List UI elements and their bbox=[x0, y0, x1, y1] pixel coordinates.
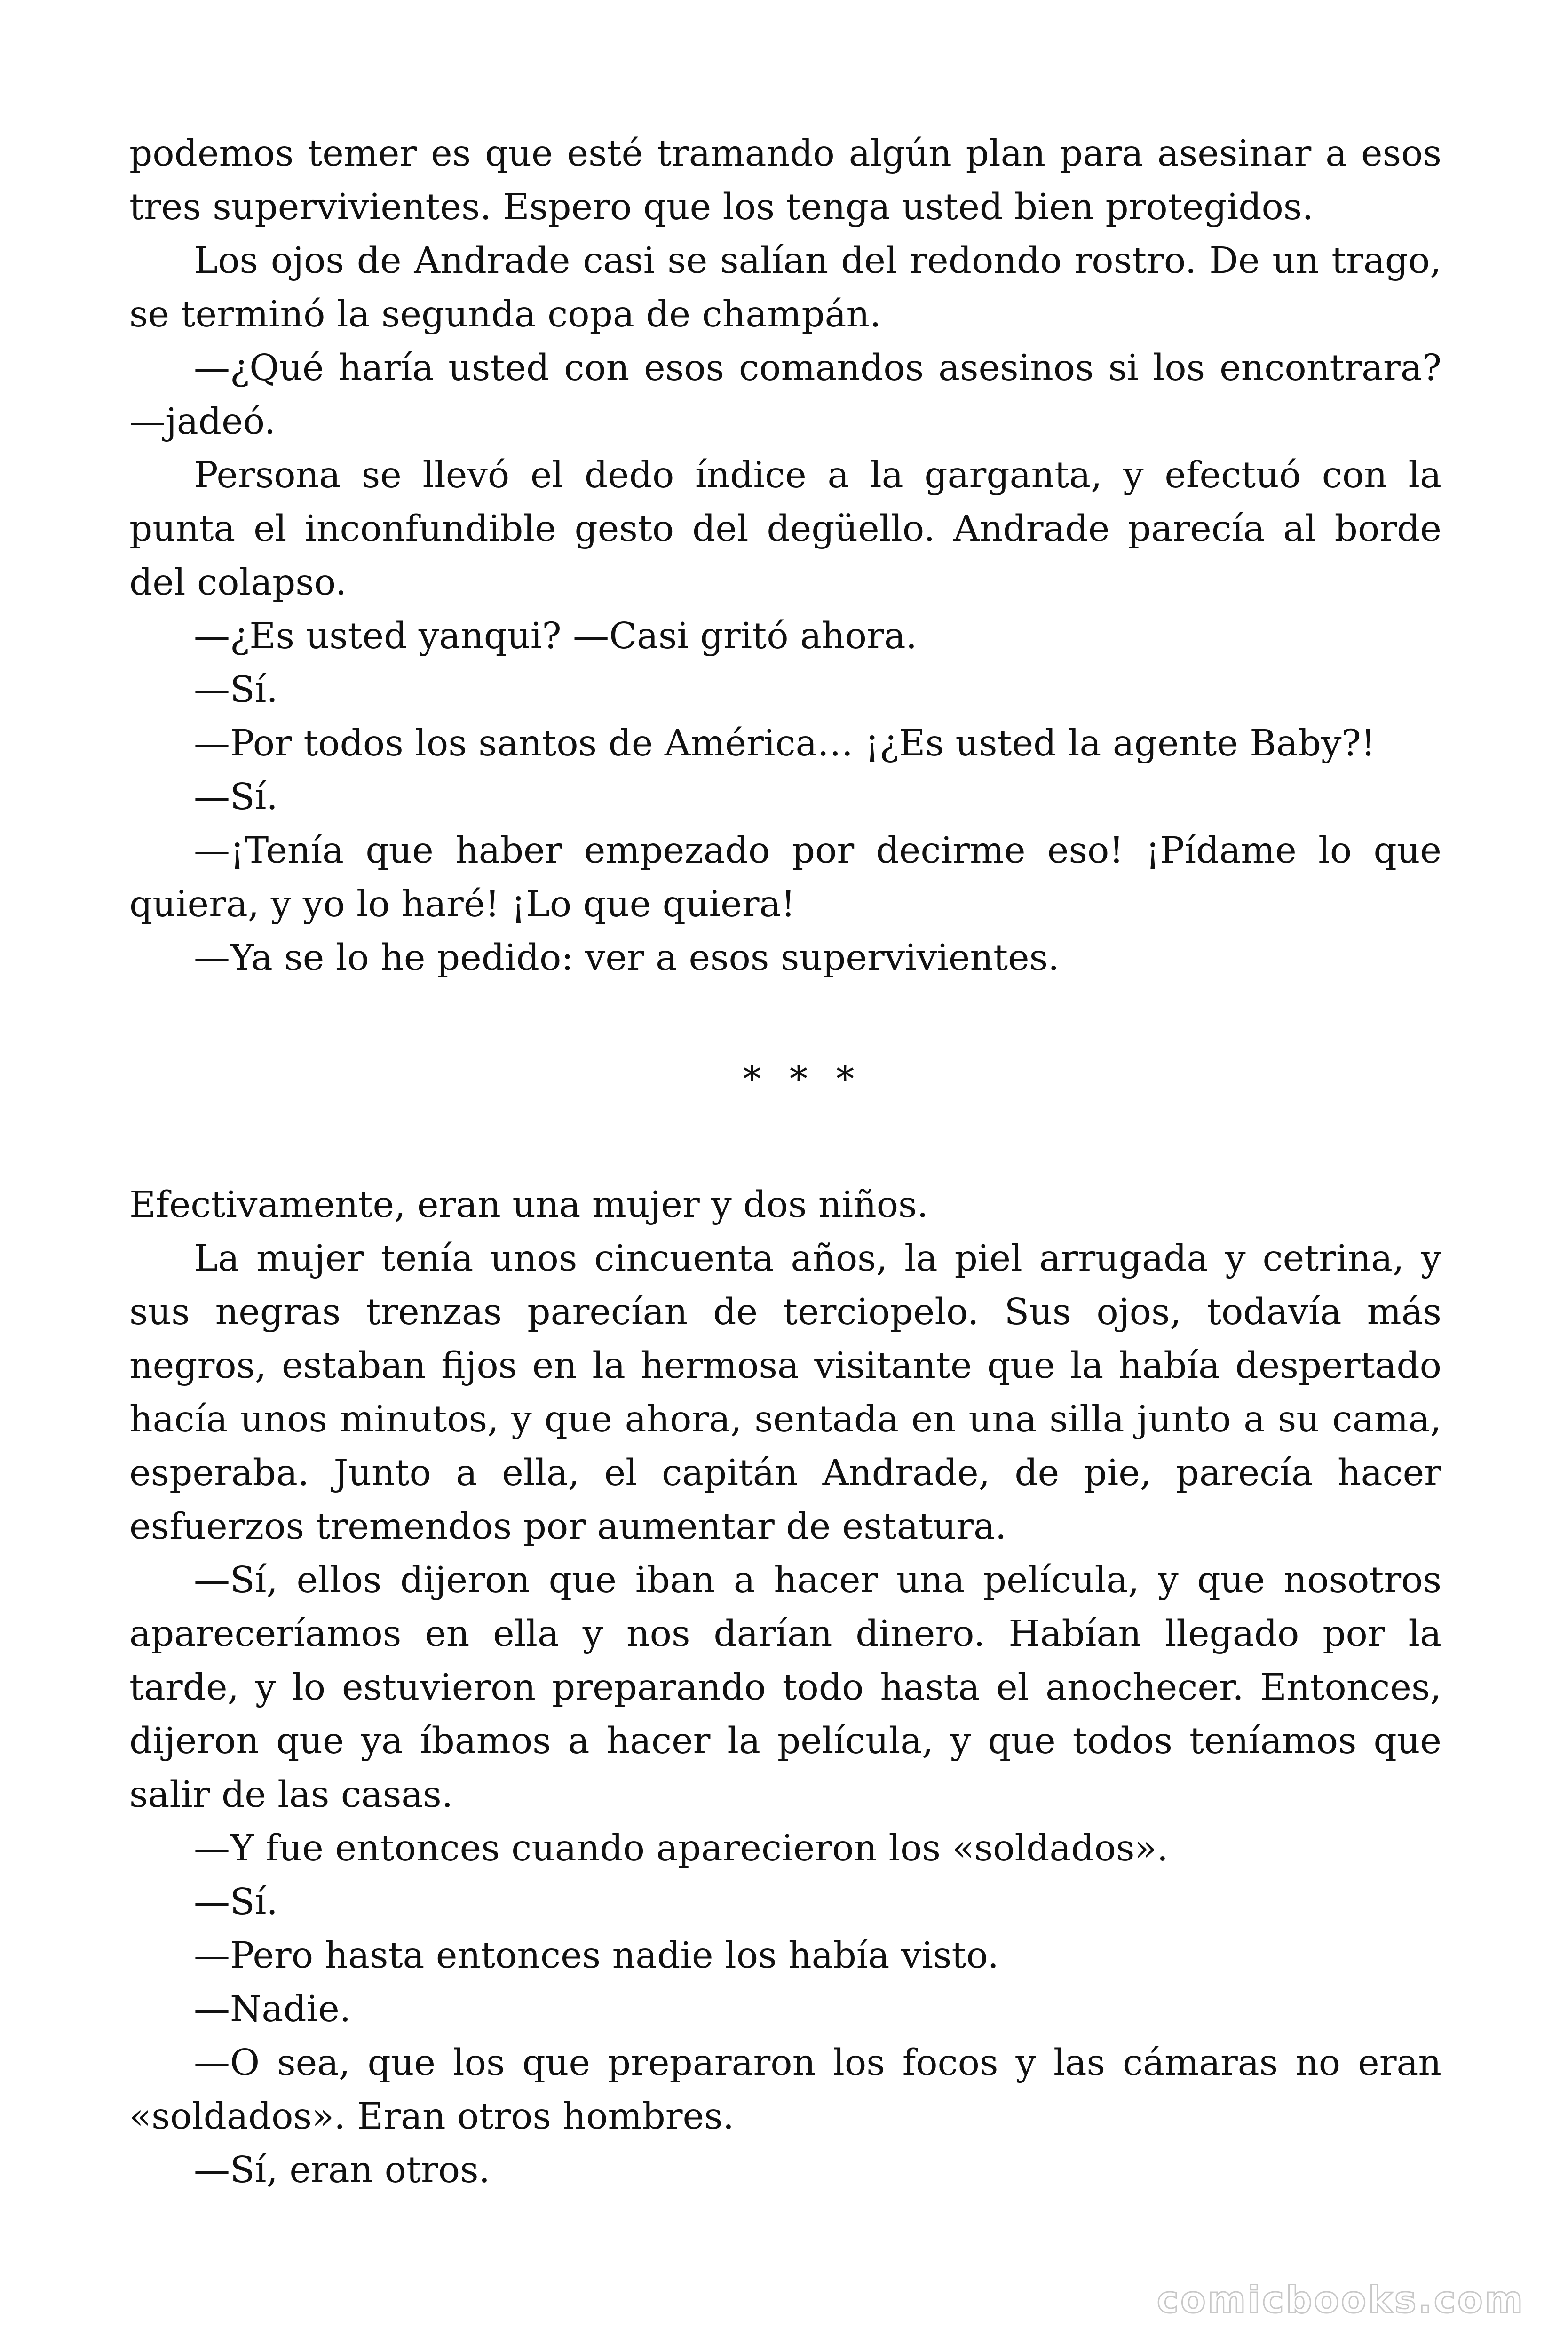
text-section-2 bbox=[129, 1178, 1441, 2197]
dialogue-line: —Por todos los santos de América… ¡¿Es usted la agente Baby?! bbox=[194, 723, 1376, 764]
paragraph: podemos temer es que esté tramando algún plan para asesinar a esos tres supervivientes. Espero que los tenga usted bien protegidos. bbox=[129, 133, 1441, 228]
dialogue-line: —¿Es usted yanqui? —Casi gritó ahora. bbox=[194, 615, 918, 657]
dialogue-line: —Sí. bbox=[194, 776, 278, 818]
dialogue-line: —O sea, que los que prepararon los focos y las cámaras no eran «soldados». Eran otros hombres. bbox=[129, 2042, 1441, 2137]
dialogue-line: —Nadie. bbox=[194, 1988, 351, 2030]
paragraph: La mujer tenía unos cincuenta años, la piel arrugada y cetrina, y sus negras trenzas parecían de terciopelo. Sus ojos, todavía más negros, estaban fijos en la hermosa visitante que la había despertado hacía unos minutos, y que ahora, sentada en una silla junto a su cama, esperaba. Junto a ella, el capitán Andrade, de pie, parecía hacer esfuerzos tremendos por aumentar de estatura. bbox=[129, 1238, 1441, 1548]
dialogue-line: —Pero hasta entonces nadie los había visto. bbox=[194, 1935, 999, 1977]
dialogue-line: —Sí, eran otros. bbox=[194, 2149, 491, 2191]
dialogue-line: —Y fue entonces cuando aparecieron los «soldados». bbox=[194, 1828, 1169, 1869]
text-section-1 bbox=[129, 127, 1441, 985]
paragraph: Efectivamente, eran una mujer y dos niños. bbox=[129, 1184, 929, 1226]
dialogue-line: —¡Tenía que haber empezado por decirme eso! ¡Pídame lo que quiera, y yo lo haré! ¡Lo que quiera! bbox=[129, 830, 1441, 925]
dialogue-line: —Ya se lo he pedido: ver a esos supervivientes. bbox=[194, 937, 1060, 979]
dialogue-line: —Sí, ellos dijeron que iban a hacer una película, y que nosotros apareceríamos en ella y nos darían dinero. Habían llegado por la tarde, y lo estuvieron preparando todo hasta el anochecer. Entonces, dijeron que ya íbamos a hacer la película, y que todos teníamos que salir de las casas. bbox=[129, 1559, 1441, 1816]
dialogue-line: —¿Qué haría usted con esos comandos asesinos si los encontrara? —jadeó. bbox=[129, 347, 1441, 443]
paragraph: Persona se llevó el dedo índice a la garganta, y efectuó con la punta el inconfundible gesto del degüello. Andrade parecía al borde del colapso. bbox=[129, 454, 1441, 604]
paragraph: Los ojos de Andrade casi se salían del redondo rostro. De un trago, se terminó la segunda copa de champán. bbox=[129, 240, 1441, 335]
dialogue-line: —Sí. bbox=[194, 1881, 278, 1923]
dialogue-line: —Sí. bbox=[194, 669, 278, 711]
scene-break-separator: * * * bbox=[743, 1058, 863, 1100]
watermark: comicbooks.com bbox=[1156, 2279, 1525, 2321]
